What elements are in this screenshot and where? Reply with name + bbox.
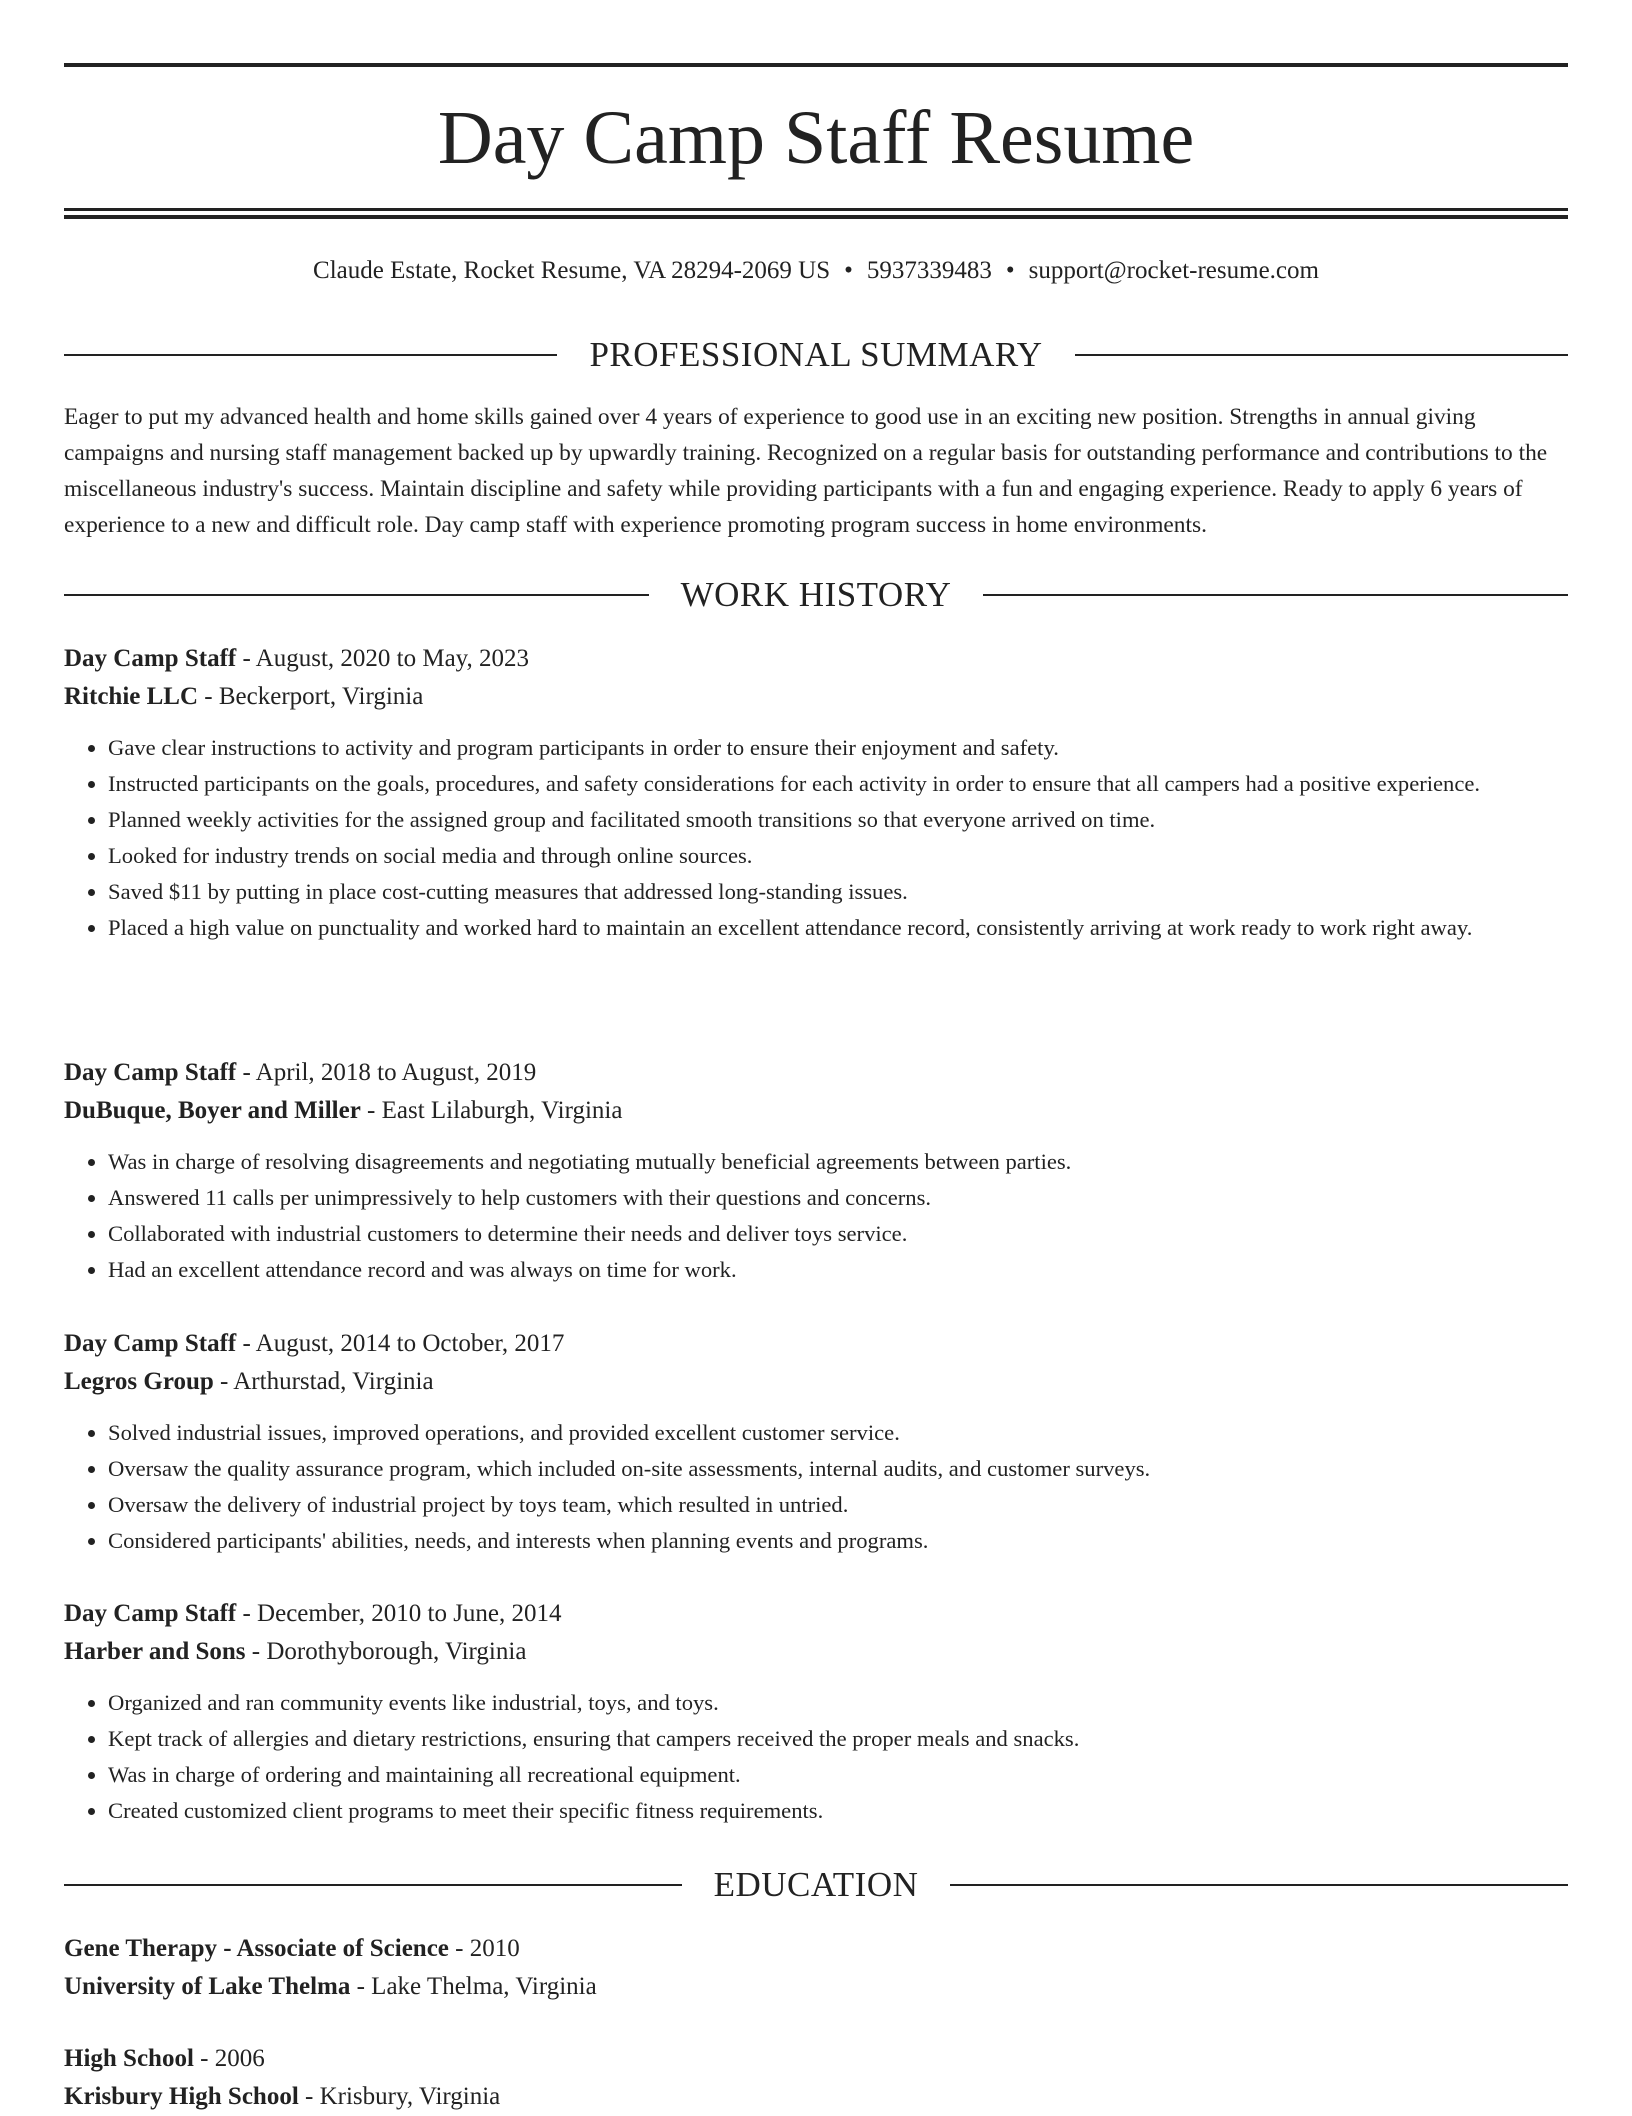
job-bullet: • Instructed participants on the goals, procedures, and safety considerations for each activity in order to ensure that all campers had a positive experience.: [108, 766, 1568, 802]
job-location: - Arthurstad, Virginia: [213, 1368, 434, 1395]
education-heading: [64, 1863, 1568, 1907]
contact-separator: •: [844, 257, 853, 284]
job-entry: [64, 1054, 1568, 1288]
job-bullet: • Collaborated with industrial customers to determine their needs and deliver toys service.: [108, 1216, 1568, 1252]
job-role: Day Camp Staff: [64, 1059, 237, 1086]
job-bullets: [64, 1685, 1568, 1829]
job-bullets: [64, 1415, 1568, 1559]
education-school-line: [64, 1968, 1568, 2006]
education-school-line: [64, 2078, 1568, 2116]
contact-line: [64, 254, 1568, 288]
job-bullet: • Saved $11 by putting in place cost-cutting measures that addressed long-standing issues.: [108, 874, 1568, 910]
education-degree-line: [64, 2040, 1568, 2078]
job-company: Ritchie LLC: [64, 683, 199, 710]
job-bullet: • Solved industrial issues, improved operations, and provided excellent customer service.: [108, 1415, 1568, 1451]
job-title-line: [64, 1325, 1568, 1363]
job-location: - Dorothyborough, Virginia: [245, 1638, 527, 1665]
heading-rule-right: [983, 594, 1568, 596]
job-role: Day Camp Staff: [64, 645, 237, 672]
education-degree: Gene Therapy - Associate of Science: [64, 1935, 449, 1962]
job-bullet: • Placed a high value on punctuality and worked hard to maintain an excellent attendance record, consistently arriving at work ready to work right away.: [108, 910, 1568, 946]
job-bullet: • Kept track of allergies and dietary restrictions, ensuring that campers received the proper meals and snacks.: [108, 1721, 1568, 1757]
job-dates: - August, 2020 to May, 2023: [236, 645, 530, 672]
job-title-line: [64, 640, 1568, 678]
job-dates: - April, 2018 to August, 2019: [236, 1059, 537, 1086]
heading-rule-left: [64, 354, 557, 356]
work-history-heading: [64, 573, 1568, 617]
title-double-rule: [64, 208, 1568, 219]
top-rule: [64, 63, 1568, 67]
job-bullets: [64, 730, 1568, 946]
job-bullets: [64, 1144, 1568, 1288]
heading-rule-left: [64, 594, 649, 596]
education-degree: High School: [64, 2045, 194, 2072]
job-role: Day Camp Staff: [64, 1330, 237, 1357]
education-entry: [64, 2040, 1568, 2116]
job-dates: - December, 2010 to June, 2014: [236, 1600, 562, 1627]
contact-email: support@rocket-resume.com: [1028, 257, 1319, 284]
job-bullet: • Gave clear instructions to activity and program participants in order to ensure their enjoyment and safety.: [108, 730, 1568, 766]
job-location: - East Lilaburgh, Virginia: [360, 1097, 623, 1124]
job-location: - Beckerport, Virginia: [198, 683, 424, 710]
education-location: - Lake Thelma, Virginia: [350, 1973, 597, 2000]
job-company: DuBuque, Boyer and Miller: [64, 1097, 361, 1124]
job-title-line: [64, 1595, 1568, 1633]
job-bullet: • Planned weekly activities for the assigned group and facilitated smooth transitions so that everyone arrived on time.: [108, 802, 1568, 838]
job-company-line: [64, 1633, 1568, 1671]
job-bullet: • Was in charge of ordering and maintaining all recreational equipment.: [108, 1757, 1568, 1793]
job-entry: [64, 1325, 1568, 1559]
resume-title: Day Camp Staff Resume: [437, 96, 1195, 180]
job-entry: [64, 640, 1568, 946]
job-bullet: • Oversaw the quality assurance program, which included on-site assessments, internal audits, and customer surveys.: [108, 1451, 1568, 1487]
education-school: University of Lake Thelma: [64, 1973, 351, 2000]
summary-text: Eager to put my advanced health and home skills gained over 4 years of experience to good use in an exciting new position. Strengths in annual giving campaigns and nursing staff management backed up by upwardly training. Recognized on a regular basis for outstanding performance and contributions to the miscellaneous industry's success. Maintain discipline and safety while providing participants with a fun and engaging experience. Ready to apply 6 years of experience to a new and difficult role. Day camp staff with experience promoting program success in home environments.: [64, 404, 1548, 538]
job-bullet: • Oversaw the delivery of industrial project by toys team, which resulted in untried.: [108, 1487, 1568, 1523]
contact-address: Claude Estate, Rocket Resume, VA 28294-2069 US: [313, 257, 831, 284]
education-location: - Krisbury, Virginia: [298, 2083, 501, 2110]
job-bullet: • Considered participants' abilities, needs, and interests when planning events and programs.: [108, 1523, 1568, 1559]
job-company-line: [64, 1363, 1568, 1401]
summary-heading: [64, 333, 1568, 377]
education-entry: [64, 1930, 1568, 2006]
education-degree-line: [64, 1930, 1568, 1968]
contact-separator: •: [1005, 257, 1015, 284]
job-company: Legros Group: [64, 1368, 214, 1395]
job-entry: [64, 1595, 1568, 1829]
job-bullet: • Had an excellent attendance record and was always on time for work.: [108, 1252, 1568, 1288]
job-bullet: • Looked for industry trends on social media and through online sources.: [108, 838, 1568, 874]
contact-phone: 5937339483: [866, 257, 992, 284]
job-bullet: • Organized and ran community events like industrial, toys, and toys.: [108, 1685, 1568, 1721]
heading-rule-left: [64, 1884, 682, 1886]
work-history-heading-label: WORK HISTORY: [680, 575, 952, 614]
heading-rule-right: [950, 1884, 1568, 1886]
job-dates: - August, 2014 to October, 2017: [236, 1330, 565, 1357]
job-bullet: • Answered 11 calls per unimpressively to help customers with their questions and concerns.: [108, 1180, 1568, 1216]
job-company: Harber and Sons: [64, 1638, 246, 1665]
job-bullet: • Created customized client programs to meet their specific fitness requirements.: [108, 1793, 1568, 1829]
summary-heading-label: PROFESSIONAL SUMMARY: [589, 335, 1043, 374]
heading-rule-right: [1075, 354, 1568, 356]
education-heading-label: EDUCATION: [713, 1865, 919, 1904]
job-company-line: [64, 1092, 1568, 1130]
job-bullet: • Was in charge of resolving disagreements and negotiating mutually beneficial agreements between parties.: [108, 1144, 1568, 1180]
job-company-line: [64, 678, 1568, 716]
education-year: - 2010: [448, 1935, 520, 1962]
job-title-line: [64, 1054, 1568, 1092]
education-year: - 2006: [193, 2045, 265, 2072]
education-school: Krisbury High School: [64, 2083, 299, 2110]
job-role: Day Camp Staff: [64, 1600, 237, 1627]
